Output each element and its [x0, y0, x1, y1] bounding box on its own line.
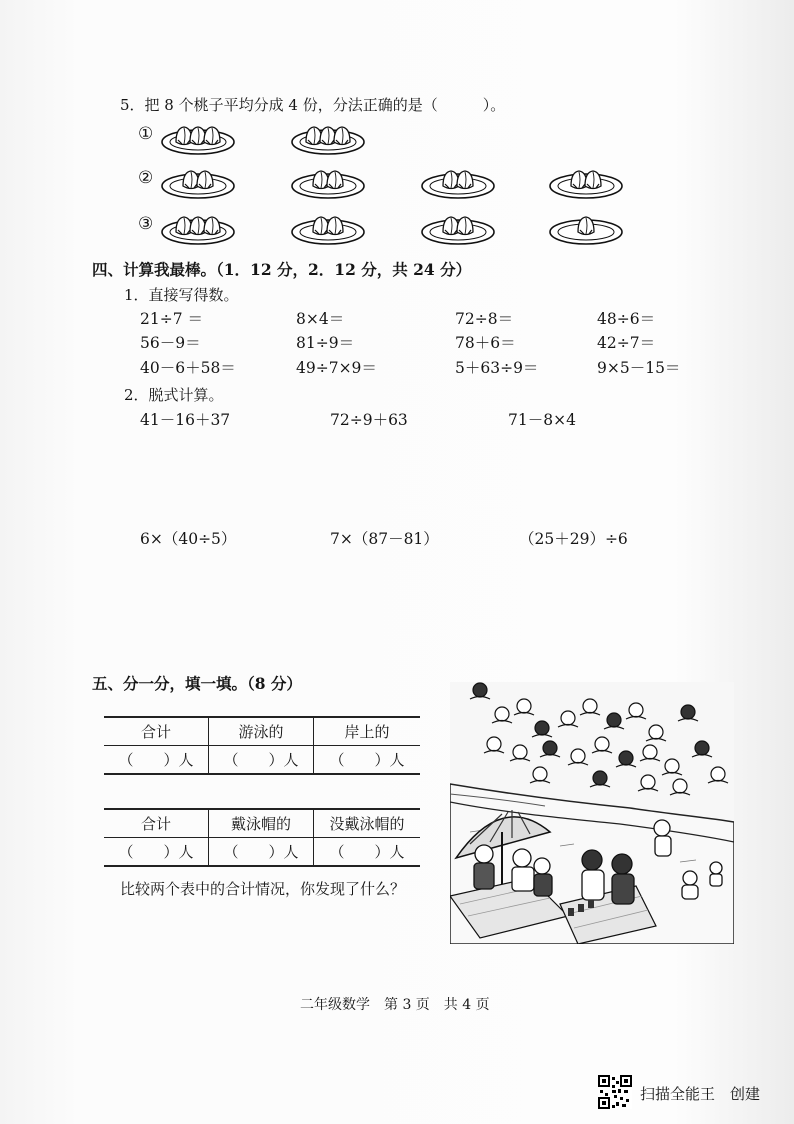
- part-1-title: 1．直接写得数。: [124, 286, 239, 304]
- oral-calc-item: 72÷8＝: [455, 310, 514, 328]
- oral-calc-item: 81÷9＝: [296, 334, 355, 352]
- table2-header: 合计: [104, 809, 209, 838]
- step-calc-item: 7×（87－81）: [330, 530, 439, 548]
- table1-answer-cell[interactable]: （ ）人: [314, 746, 421, 775]
- swimmer-head: [533, 767, 547, 781]
- swimmer-head: [649, 725, 663, 739]
- peach-plate-icon: [290, 208, 366, 246]
- swimmer-head: [495, 707, 509, 721]
- swimmer-head: [595, 737, 609, 751]
- swimmer-head: [593, 771, 607, 785]
- swimmer-head: [641, 775, 655, 789]
- swimmer-head: [571, 749, 585, 763]
- scanner-watermark: 扫描全能王 创建: [640, 1085, 761, 1103]
- section-5-title: 五、分一分，填一填。（8 分）: [92, 674, 302, 693]
- table2-answer-cell[interactable]: （ ）人: [209, 838, 314, 867]
- table1-header: 岸上的: [314, 717, 421, 746]
- oral-calc-item: 49÷7×9＝: [296, 359, 377, 377]
- peach-plate-icon: [548, 162, 624, 200]
- table-swim-cap: [104, 808, 420, 867]
- option-label[interactable]: ③: [138, 214, 154, 234]
- oral-calc-item: 5＋63÷9＝: [455, 359, 539, 377]
- swimmer-head: [517, 699, 531, 713]
- oral-calc-item: 56－9＝: [140, 334, 201, 352]
- step-calc-item: 72÷9＋63: [330, 411, 408, 429]
- swimmer-head: [473, 683, 487, 697]
- swimmer-head: [629, 703, 643, 717]
- swimmer-head: [673, 779, 687, 793]
- oral-calc-item: 9×5－15＝: [597, 359, 681, 377]
- peach-plate-icon: [160, 208, 236, 246]
- table-swimming: [104, 716, 420, 775]
- swimmer-head: [711, 767, 725, 781]
- swimmer-head: [487, 737, 501, 751]
- table1-answer-cell[interactable]: （ ）人: [104, 746, 209, 775]
- beach-swimming-illustration: [450, 682, 734, 944]
- swimmer-head: [695, 741, 709, 755]
- swimmer-head: [607, 713, 621, 727]
- option-label[interactable]: ①: [138, 124, 154, 144]
- step-calc-item: （25＋29）÷6: [519, 530, 628, 548]
- swimmer-head: [561, 711, 575, 725]
- oral-calc-item: 21÷7 ＝: [140, 310, 203, 328]
- oral-calc-item: 8×4＝: [296, 310, 345, 328]
- peach-plate-icon: [160, 162, 236, 200]
- table2-header: 没戴泳帽的: [314, 809, 421, 838]
- table2-answer-cell[interactable]: （ ）人: [314, 838, 421, 867]
- swimmer-head: [681, 705, 695, 719]
- step-calc-item: 71－8×4: [508, 411, 576, 429]
- peach-plate-icon: [548, 208, 624, 246]
- peach-plate-icon: [420, 208, 496, 246]
- oral-calc-item: 40－6＋58＝: [140, 359, 236, 377]
- step-calc-item: 6×（40÷5）: [140, 530, 237, 548]
- table1-answer-cell[interactable]: （ ）人: [209, 746, 314, 775]
- table1-header: 游泳的: [209, 717, 314, 746]
- compare-question: 比较两个表中的合计情况，你发现了什么？: [120, 880, 406, 898]
- swimmer-head: [535, 721, 549, 735]
- section-4-title: 四、计算我最棒。（1．12 分，2．12 分，共 24 分）: [92, 260, 472, 279]
- peach-plate-icon: [420, 162, 496, 200]
- oral-calc-item: 48÷6＝: [597, 310, 656, 328]
- table2-answer-cell[interactable]: （ ）人: [104, 838, 209, 867]
- swimmer-head: [643, 745, 657, 759]
- swimmer-head: [665, 759, 679, 773]
- peach-plate-icon: [290, 162, 366, 200]
- swimmer-head: [513, 745, 527, 759]
- page-footer: 二年级数学 第 3 页 共 4 页: [300, 997, 490, 1013]
- step-calc-item: 41－16＋37: [140, 411, 231, 429]
- oral-calc-item: 78＋6＝: [455, 334, 516, 352]
- peach-plate-icon: [290, 118, 366, 156]
- oral-calc-item: 42÷7＝: [597, 334, 656, 352]
- question-5: 5．把 8 个桃子平均分成 4 份，分法正确的是（ ）。: [120, 96, 506, 114]
- part-2-title: 2．脱式计算。: [124, 386, 224, 404]
- peach-plate-icon: [160, 118, 236, 156]
- option-label[interactable]: ②: [138, 168, 154, 188]
- swimmer-head: [543, 741, 557, 755]
- table2-header: 戴泳帽的: [209, 809, 314, 838]
- swimmer-head: [619, 751, 633, 765]
- swimmer-head: [583, 699, 597, 713]
- table1-header: 合计: [104, 717, 209, 746]
- qr-code-icon: [598, 1075, 632, 1109]
